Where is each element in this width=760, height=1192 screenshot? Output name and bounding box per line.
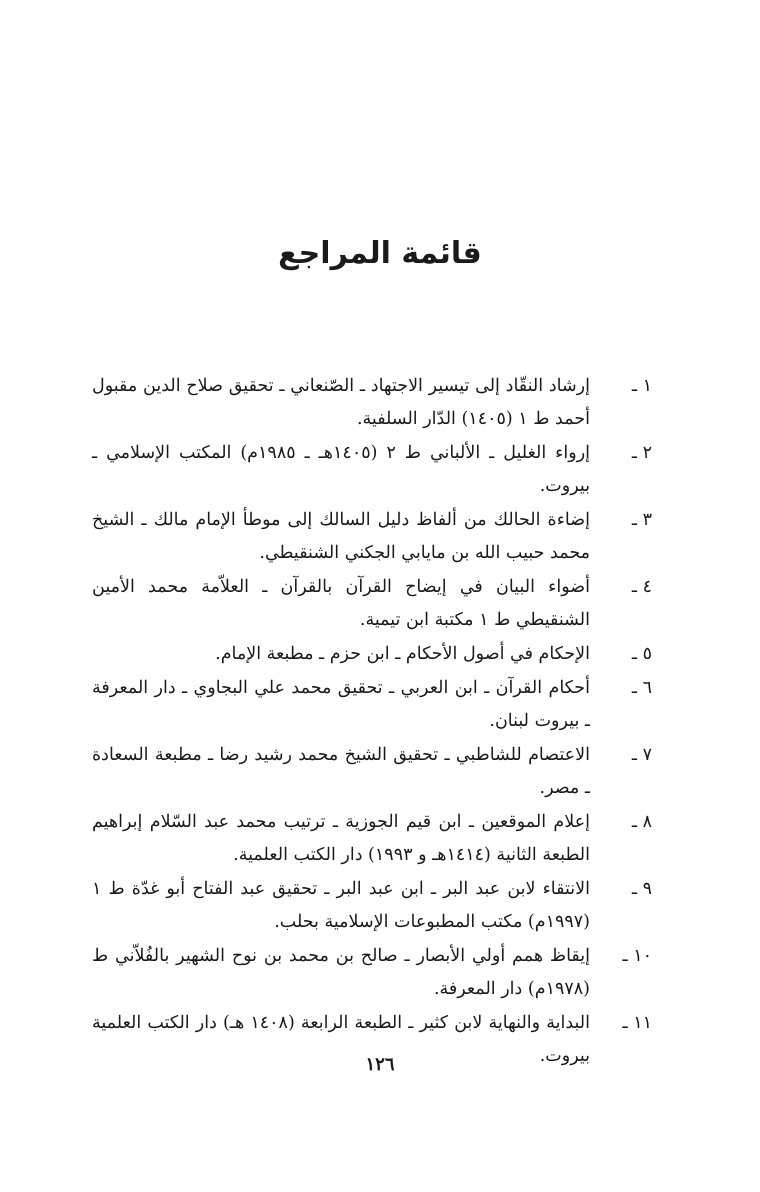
reference-text: البداية والنهاية لابن كثير ـ الطبعة الرابعة (١٤٠٨ هـ) دار الكتب العلمية بيروت.: [92, 1013, 590, 1066]
reference-item: [92, 437, 652, 503]
reference-number: ٧ ـ: [631, 745, 652, 765]
reference-item: [92, 940, 652, 1006]
reference-number: ١ ـ: [631, 376, 652, 396]
reference-text: الانتقاء لابن عبد البر ـ ابن عبد البر ـ تحقيق عبد الفتاح أبو غدّة ط ١ (١٩٩٧م) مكتب المطبوعات الإسلامية بحلب.: [92, 879, 590, 932]
reference-text: إرواء الغليل ـ الألباني ط ٢ (١٤٠٥هـ ـ ١٩٨٥م) المكتب الإسلامي ـ بيروت.: [92, 443, 591, 496]
reference-number: ١٠ ـ: [622, 946, 652, 966]
reference-number: ٣ ـ: [631, 510, 652, 530]
reference-number: ٥ ـ: [631, 644, 652, 664]
reference-item: [92, 739, 652, 805]
reference-text: إيقاظ همم أولي الأبصار ـ صالح بن محمد بن نوح الشهير بالفُلاّني ط (١٩٧٨م) دار المعرفة.: [92, 946, 590, 999]
reference-item: [92, 504, 652, 570]
reference-item: [92, 873, 652, 939]
reference-text: إرشاد النقّاد إلى تيسير الاجتهاد ـ الصّنعاني ـ تحقيق صلاح الدين مقبول أحمد ط ١ (١٤٠٥) الدّار السلفية.: [92, 376, 590, 429]
reference-number: ٩ ـ: [631, 879, 652, 899]
reference-number: ٨ ـ: [631, 812, 652, 832]
reference-number: ٢ ـ: [631, 443, 652, 463]
page-number: ١٢٦: [365, 1054, 395, 1075]
reference-list: [92, 370, 652, 1074]
reference-number: ٤ ـ: [631, 577, 652, 597]
reference-text: الإحكام في أصول الأحكام ـ ابن حزم ـ مطبعة الإمام.: [215, 644, 590, 664]
reference-number: ٦ ـ: [631, 678, 652, 698]
reference-item: [92, 672, 652, 738]
reference-item: [92, 806, 652, 872]
reference-item: [92, 638, 652, 671]
page-title: قائمة المراجع: [278, 236, 482, 271]
reference-item: [92, 370, 652, 436]
reference-number: ١١ ـ: [622, 1013, 652, 1033]
reference-text: إعلام الموقعين ـ ابن قيم الجوزية ـ ترتيب محمد عبد السّلام إبراهيم الطبعة الثانية (١٤١٤هـ و ١٩٩٣) دار الكتب العلمية.: [92, 812, 590, 865]
reference-text: إضاءة الحالك من ألفاظ دليل السالك إلى موطأ الإمام مالك ـ الشيخ محمد حبيب الله بن مايابي الجكني الشنقيطي.: [92, 510, 590, 563]
reference-text: الاعتصام للشاطبي ـ تحقيق الشيخ محمد رشيد رضا ـ مطبعة السعادة ـ مصر.: [92, 745, 590, 798]
reference-text: أضواء البيان في إيضاح القرآن بالقرآن ـ العلاّمة محمد الأمين الشنقيطي ط ١ مكتبة ابن تيمية.: [92, 577, 590, 630]
reference-text: أحكام القرآن ـ ابن العربي ـ تحقيق محمد علي البجاوي ـ دار المعرفة ـ بيروت لبنان.: [92, 678, 590, 731]
reference-item: [92, 571, 652, 637]
